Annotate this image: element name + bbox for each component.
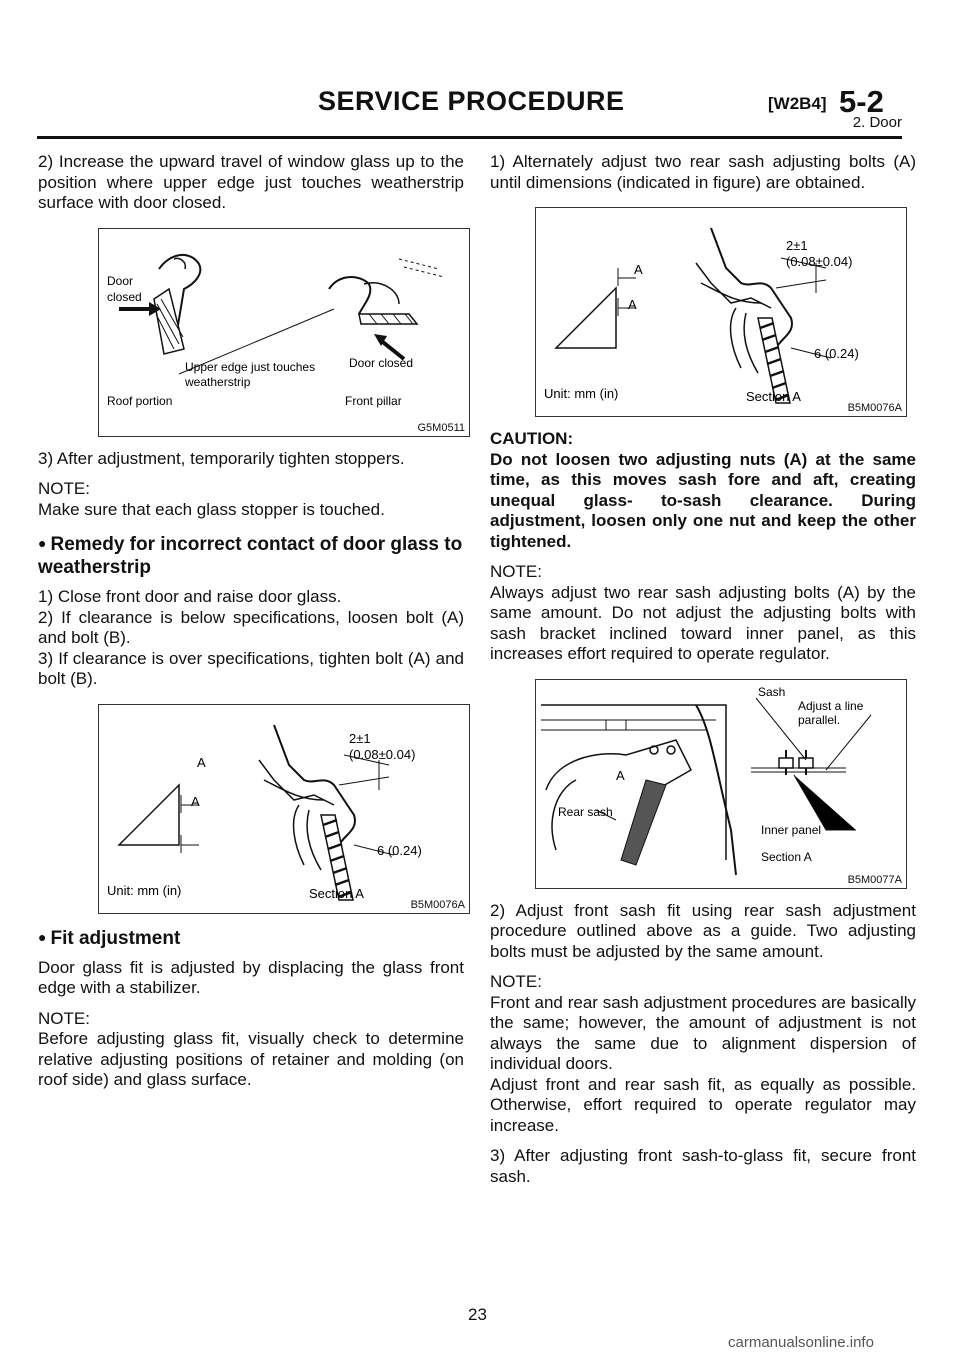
paragraph: 1) Close front door and raise door glass.: [38, 587, 342, 606]
paragraph: 2) If clearance is below specifications, loosen bolt (A) and bolt (B).: [38, 607, 464, 647]
fig-label: A: [197, 754, 206, 770]
figure-code: B5M0077A: [847, 873, 902, 886]
note-body: Front and rear sash adjustment procedures are basically the same; however, the amount of adjustment is not always the same due to alignment dispersion of individual doors.: [490, 992, 916, 1073]
page-number: 23: [468, 1305, 487, 1324]
caution-body: Do not loosen two adjusting nuts (A) at the same time, as this moves sash fore and aft, creating unequal glass- to-sash clearance. During adjustment, loosen only one nut and keep the other tightened.: [490, 449, 916, 551]
section-heading: [38, 532, 464, 579]
paragraph: 1) Alternately adjust two rear sash adjusting bolts (A) until dimensions (indicated in figure) are obtained.: [490, 152, 916, 192]
fig-label: Adjust a line: [798, 698, 864, 713]
fig-label: Section A: [761, 849, 812, 864]
page-title: SERVICE PROCEDURE: [318, 86, 625, 116]
note-body: Before adjusting glass fit, visually check to determine relative adjusting positions of retainer and molding (on roof side) and glass surface.: [38, 1029, 464, 1089]
fig-label: weatherstrip: [185, 374, 251, 389]
figure-section-a: [98, 704, 470, 914]
fig-label: 2±1: [349, 730, 371, 746]
section-heading: [38, 926, 464, 950]
paragraph: 3) If clearance is over specifications, tighten bolt (A) and bolt (B).: [38, 648, 464, 688]
section-number: 5-2: [839, 84, 884, 119]
fig-label: A: [191, 793, 200, 809]
fig-label: Section A: [309, 885, 364, 901]
header-rule: [37, 136, 902, 139]
section-a-diagram: [536, 208, 906, 416]
figure-code: B5M0076A: [847, 402, 902, 414]
note-heading: NOTE:: [38, 1008, 90, 1028]
note-body: Make sure that each glass stopper is touched.: [38, 499, 385, 519]
fig-label: (0.08±0.04): [786, 254, 853, 269]
paragraph: Door glass fit is adjusted by displacing the glass front edge with a stabilizer.: [38, 957, 464, 997]
fig-label: Unit: mm (in): [544, 386, 619, 401]
fig-label: Roof portion: [107, 393, 173, 408]
fig-label: A: [616, 767, 625, 783]
fig-label: Rear sash: [558, 804, 613, 819]
paragraph: 3) After adjustment, temporarily tighten stoppers.: [38, 448, 405, 468]
paragraph: 2) Adjust front sash fit using rear sash adjustment procedure outlined above as a guide. Two adjusting bolts must be adjusted by the same amount.: [490, 900, 916, 961]
fig-label: Section A: [746, 389, 801, 404]
section-code: [W2B4]: [768, 94, 827, 113]
footer-watermark: carmanualsonline.info: [728, 1334, 874, 1351]
note-body: Always adjust two rear sash adjusting bolts (A) by the same amount. Do not adjust the adjusting bolts with sash bracket inclined toward inner panel, as this increases effort required to operate regulator.: [490, 582, 916, 663]
note-heading: NOTE:: [38, 479, 90, 498]
fig-label: (0.08±0.04): [349, 746, 416, 762]
fig-label: 6 (0.24): [377, 842, 422, 858]
fig-label: Front pillar: [345, 393, 402, 408]
figure-code: G5M0511: [417, 421, 465, 434]
bullet-icon: ●: [38, 928, 47, 945]
right-column: [490, 152, 916, 1197]
section-heading-text: Fit adjustment: [50, 927, 181, 949]
fig-label: Unit: mm (in): [107, 882, 182, 898]
figure-code: B5M0076A: [410, 898, 465, 911]
section-heading-text: Remedy for incorrect contact of door glass to weatherstrip: [38, 534, 463, 578]
fig-label: 2±1: [786, 238, 808, 253]
subsection-title: 2. Door: [852, 114, 902, 131]
caution-heading: CAUTION:: [490, 429, 574, 448]
bullet-icon: ●: [38, 535, 47, 551]
door-closed-diagram: [99, 229, 469, 436]
fig-label: closed: [107, 289, 142, 304]
fig-label: Door closed: [349, 355, 414, 370]
fig-label: Inner panel: [761, 822, 822, 837]
paragraph: 2) Increase the upward travel of window glass up to the position where upper edge just touches weatherstrip surface with door closed.: [38, 152, 464, 212]
figure-section-a-right: [535, 207, 907, 417]
fig-label: Upper edge just touches: [185, 359, 316, 374]
note-heading: NOTE:: [490, 972, 542, 991]
figure-rear-sash: [535, 679, 907, 889]
note-body: Adjust front and rear sash fit, as equally as possible. Otherwise, effort required to operate regulator may increase.: [490, 1074, 916, 1135]
fig-label: parallel.: [798, 712, 841, 727]
fig-label: 6 (0.24): [814, 346, 859, 361]
section-a-diagram: [99, 705, 469, 913]
left-column: [38, 152, 464, 1101]
rear-sash-diagram: [536, 680, 906, 888]
fig-label: Door: [107, 273, 134, 288]
note-heading: NOTE:: [490, 562, 542, 581]
figure-door-closed: [98, 228, 470, 437]
fig-label: A: [634, 262, 643, 277]
paragraph: 3) After adjusting front sash-to-glass fit, secure front sash.: [490, 1146, 916, 1186]
fig-label: Sash: [758, 684, 786, 699]
fig-label: A: [628, 297, 637, 312]
